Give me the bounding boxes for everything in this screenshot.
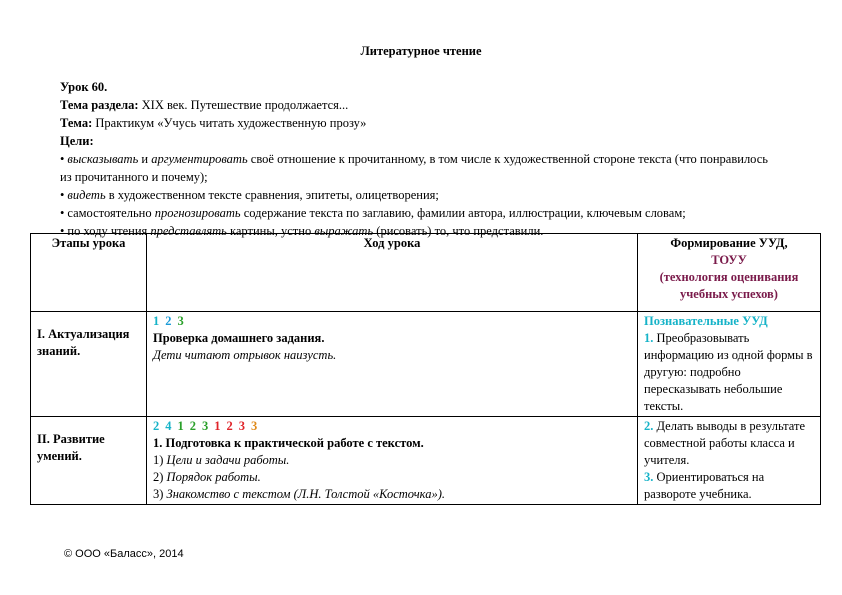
tag-number: 1: [214, 419, 221, 433]
header-touu: ТОУУ: [711, 253, 747, 267]
goal-emphasis: аргументировать: [151, 152, 248, 166]
goal-text: картины, устно: [226, 224, 315, 238]
copyright-footer: © ООО «Баласс», 2014: [64, 548, 184, 560]
bullet-icon: •: [60, 188, 65, 202]
header-stages: Этапы урока: [31, 234, 147, 312]
goal-text: в художественном тексте сравнения, эпитеты, олицетворения;: [105, 188, 439, 202]
section-line: [60, 96, 780, 114]
course-list-item: [153, 486, 631, 503]
goal-text: самостоятельно: [67, 206, 155, 220]
tag-number: 3: [177, 314, 184, 328]
uud-text: Делать выводы в результате совместной работы класса и учителя.: [644, 419, 806, 467]
list-number: 2): [153, 470, 164, 484]
uud-title: Познавательные УУД: [644, 314, 768, 328]
goal-text: своё отношение к прочитанному, в том числе к художественной стороне текста (что понравилось из прочитанного и почему);: [60, 152, 768, 184]
goal-text: и: [138, 152, 152, 166]
header-touu-desc: учебных успехов): [680, 287, 778, 301]
uud-text: Ориентироваться на развороте учебника.: [644, 470, 765, 501]
uud-item: [644, 330, 814, 415]
uud-text: Преобразовывать информацию из одной формы в другую: подробно пересказывать небольшие тексты.: [644, 331, 813, 413]
list-text: Цели и задачи работы.: [166, 453, 290, 467]
course-list-item: [153, 452, 631, 469]
goal-emphasis: выражать: [314, 224, 374, 238]
goal-emphasis: видеть: [67, 188, 106, 202]
tag-number: 2: [189, 419, 196, 433]
list-text: Порядок работы.: [166, 470, 261, 484]
page-title: Литературное чтение: [360, 44, 482, 58]
stage-cell: II. Развитие умений.: [31, 417, 147, 505]
tag-number: 2: [165, 314, 172, 328]
course-list-item: [153, 469, 631, 486]
course-heading: Проверка домашнего задания.: [153, 331, 325, 345]
goal-text: по ходу чтения: [67, 224, 151, 238]
uud-cell: [638, 417, 821, 505]
goal-text: (рисовать) то, что представили.: [373, 224, 544, 238]
lesson-header: [60, 78, 780, 240]
course-text: Дети читают отрывок наизусть.: [153, 348, 337, 362]
list-text: Знакомство с текстом (Л.Н. Толстой «Косточка»).: [166, 487, 445, 501]
bullet-icon: •: [60, 152, 65, 166]
tag-number: 3: [251, 419, 258, 433]
uud-item: [644, 469, 814, 503]
goal-emphasis: высказывать: [67, 152, 139, 166]
header-touu-desc: (технология оценивания: [659, 270, 799, 284]
course-heading: 1. Подготовка к практической работе с текстом.: [153, 436, 424, 450]
tag-number: 2: [226, 419, 233, 433]
goal-item: [60, 150, 780, 186]
goal-item: [60, 204, 780, 222]
tag-number: 2: [153, 419, 160, 433]
lesson-table: [30, 233, 821, 505]
course-cell: [147, 417, 638, 505]
uud-cell: [638, 312, 821, 417]
goal-text: содержание текста по заглавию, фамилии автора, иллюстрации, ключевым словам;: [240, 206, 686, 220]
goal-emphasis: представлять: [150, 224, 227, 238]
goals-label: Цели:: [60, 134, 94, 148]
table-row: [31, 417, 821, 505]
lesson-number: Урок 60.: [60, 80, 108, 94]
topic-label: Тема:: [60, 116, 93, 130]
course-cell: [147, 312, 638, 417]
goal-item: [60, 186, 780, 204]
tag-number: 3: [202, 419, 209, 433]
header-uud: [638, 234, 821, 312]
table-header-row: [31, 234, 821, 312]
tag-numbers: [153, 313, 631, 330]
goal-emphasis: прогнозировать: [154, 206, 241, 220]
bullet-icon: •: [60, 224, 65, 238]
list-number: 1): [153, 453, 164, 467]
topic-value: Практикум «Учусь читать художественную прозу»: [95, 116, 367, 130]
tag-numbers: [153, 418, 631, 435]
header-course: Ход урока: [147, 234, 638, 312]
bullet-icon: •: [60, 206, 65, 220]
uud-item: [644, 418, 814, 469]
tag-number: 4: [165, 419, 172, 433]
section-value: XIX век. Путешествие продолжается...: [141, 98, 349, 112]
uud-number: 1.: [644, 331, 654, 345]
table-row: [31, 312, 821, 417]
uud-number: 2.: [644, 419, 654, 433]
list-number: 3): [153, 487, 164, 501]
tag-number: 1: [177, 419, 184, 433]
topic-line: [60, 114, 780, 132]
tag-number: 1: [153, 314, 160, 328]
uud-number: 3.: [644, 470, 654, 484]
header-uud-title: Формирование УУД,: [670, 236, 788, 250]
stage-cell: I. Актуализация знаний.: [31, 312, 147, 417]
tag-number: 3: [238, 419, 245, 433]
section-label: Тема раздела:: [60, 98, 139, 112]
